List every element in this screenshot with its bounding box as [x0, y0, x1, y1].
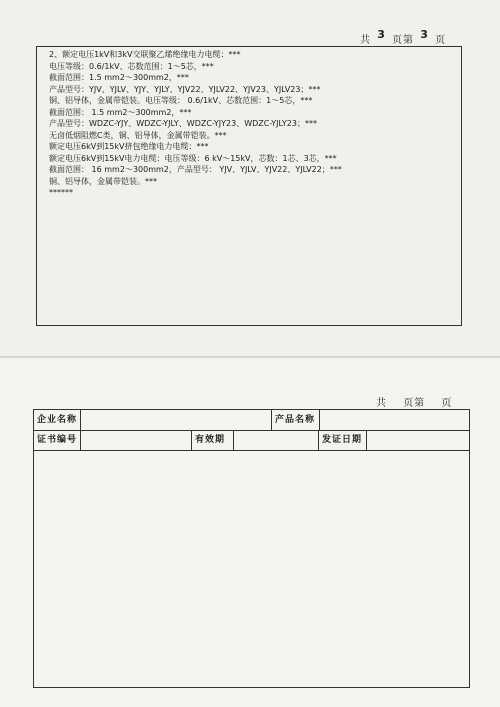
product-scope-box	[36, 46, 462, 326]
current-page: 3	[420, 28, 429, 41]
product-scope-text	[49, 49, 453, 199]
scope-line: 产品型号：YJV、YJLV、YJY、YJLY、YJV22、YJLV22、YJV23、YJLV23；***	[49, 84, 321, 94]
total-pages: 3	[377, 28, 386, 41]
certificate-no-label: 证书编号	[34, 430, 81, 450]
scope-line: 产品型号：WDZC-YJY、WDZC-YJLY、WDZC-YJY23、WDZC-YJLY23；***	[49, 119, 317, 128]
company-name-label: 企业名称	[34, 410, 81, 430]
scope-line: 截面范围： 16 mm2～300mm2，产品型号： YJV、YJLV、YJV22、YJLV22；***	[49, 165, 342, 174]
bottom-page-counter: 共 页第 页	[376, 398, 453, 409]
scope-line: ******	[49, 188, 73, 197]
scope-line: 2、额定电压1kV和3kV交联聚乙烯绝缘电力电缆：***	[49, 50, 241, 59]
validity-value	[234, 430, 319, 450]
scope-line: 额定电压6kV到15kV挤包绝缘电力电缆：***	[49, 142, 209, 151]
issue-date-value	[367, 430, 469, 450]
scope-line: 铜、铝导体，金属带铠装。***	[49, 176, 157, 186]
scope-line: 截面范围：1.5 mm2～300mm2，***	[49, 73, 189, 82]
table-row	[34, 430, 469, 451]
scope-line: 铜、铝导体，金属带铠装。电压等级： 0.6/1kV、芯数范围：1～5芯，***	[49, 96, 313, 105]
scope-line: 额定电压6kV到15kV电力电缆：电压等级：6 kV～15kV，芯数：1芯、3芯，***	[49, 153, 337, 163]
table-row	[34, 410, 469, 431]
certificate-no-value	[81, 430, 192, 450]
validity-label: 有效期	[192, 430, 234, 450]
top-page-counter: 共 3 页第 3 页	[360, 28, 447, 46]
company-name-value	[81, 410, 272, 430]
scope-line: 无卤低烟阻燃C类，铜、铝导体，金属带铠装。***	[49, 130, 227, 140]
scope-line: 电压等级：0.6/1kV、芯数范围：1～5芯，***	[49, 61, 214, 71]
issue-date-label: 发证日期	[319, 430, 367, 450]
scope-line: 截面范围： 1.5 mm2～300mm2，***	[49, 107, 192, 117]
product-name-label: 产品名称	[272, 410, 320, 430]
product-name-value	[320, 410, 469, 430]
certificate-info-table	[33, 409, 470, 688]
